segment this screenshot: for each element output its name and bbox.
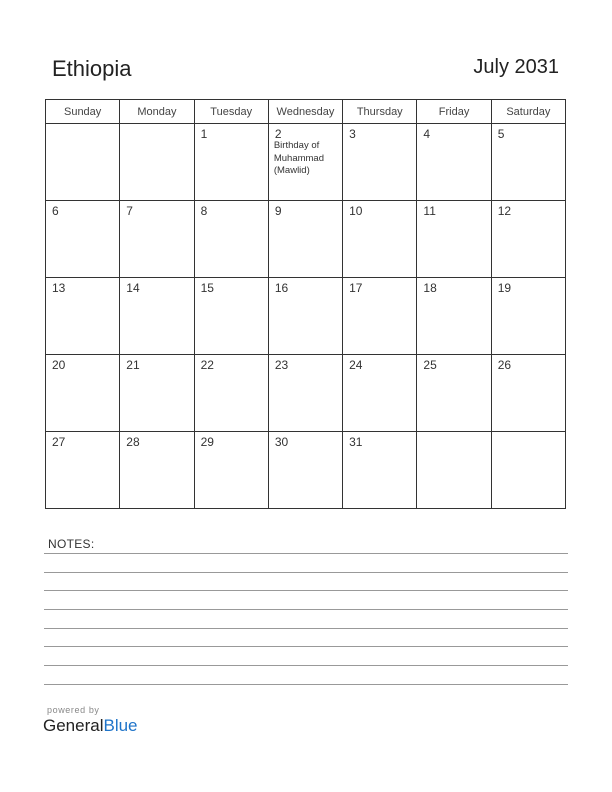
day-cell <box>417 201 491 278</box>
weekday-header: Friday <box>417 100 491 124</box>
day-number: 31 <box>349 435 363 449</box>
day-number: 26 <box>497 358 512 372</box>
notes-line <box>44 684 568 685</box>
day-number: 21 <box>126 358 140 372</box>
day-cell <box>194 201 268 278</box>
day-cell <box>268 124 342 201</box>
day-number: 28 <box>126 435 140 449</box>
holiday-event: Birthday of Muhammad (Mawlid) <box>273 140 325 176</box>
day-number: 7 <box>126 204 133 218</box>
day-number: 8 <box>200 204 208 218</box>
day-cell <box>268 201 342 278</box>
day-cell <box>417 355 491 432</box>
notes-line <box>44 590 568 591</box>
day-number: 13 <box>52 281 66 295</box>
day-cell <box>343 355 417 432</box>
day-number: 19 <box>497 281 512 295</box>
weekday-header: Thursday <box>343 100 417 124</box>
day-number: 4 <box>423 127 431 141</box>
day-number: 10 <box>349 204 363 218</box>
day-cell <box>120 124 194 201</box>
weekday-header: Saturday <box>491 100 565 124</box>
day-number: 22 <box>200 358 214 372</box>
day-number: 18 <box>423 281 437 295</box>
day-cell <box>417 278 491 355</box>
day-cell <box>417 432 491 509</box>
day-cell <box>46 201 120 278</box>
notes-line <box>44 572 568 573</box>
day-cell <box>194 124 268 201</box>
weekday-header: Wednesday <box>268 100 342 124</box>
day-number: 16 <box>274 281 289 295</box>
day-cell <box>343 432 417 509</box>
notes-line <box>44 646 568 647</box>
day-number: 25 <box>423 358 437 372</box>
week-row <box>46 355 566 432</box>
weekday-header: Tuesday <box>194 100 268 124</box>
week-row <box>46 124 566 201</box>
week-row <box>46 278 566 355</box>
day-cell <box>268 355 342 432</box>
day-number: 27 <box>52 435 66 449</box>
notes-line <box>44 609 568 610</box>
day-number: 2 <box>274 127 282 141</box>
notes-label: NOTES: <box>48 537 95 551</box>
weekday-header: Sunday <box>46 100 120 124</box>
day-cell <box>120 355 194 432</box>
day-number: 11 <box>423 204 436 218</box>
day-cell <box>491 355 565 432</box>
day-cell <box>194 278 268 355</box>
logo-text-general: General <box>43 716 104 735</box>
day-cell <box>194 432 268 509</box>
day-cell <box>46 355 120 432</box>
day-cell <box>491 278 565 355</box>
day-cell <box>194 355 268 432</box>
day-cell <box>343 201 417 278</box>
generalblue-logo <box>43 716 138 736</box>
day-cell <box>491 432 565 509</box>
day-number: 14 <box>126 281 140 295</box>
day-number: 20 <box>52 358 66 372</box>
day-number: 17 <box>349 281 363 295</box>
day-cell <box>343 124 417 201</box>
day-cell <box>46 124 120 201</box>
day-cell <box>343 278 417 355</box>
powered-by-text: powered by <box>47 705 100 715</box>
day-number: 3 <box>349 127 356 141</box>
day-cell <box>120 201 194 278</box>
notes-line <box>44 665 568 666</box>
day-cell <box>491 201 565 278</box>
day-number: 9 <box>274 204 282 218</box>
day-cell <box>268 432 342 509</box>
day-cell <box>120 432 194 509</box>
weekday-header: Monday <box>120 100 194 124</box>
day-cell <box>46 278 120 355</box>
day-number: 1 <box>200 127 208 141</box>
day-number: 24 <box>349 358 363 372</box>
day-cell <box>491 124 565 201</box>
weekday-header-row <box>46 100 566 124</box>
day-number: 29 <box>200 435 214 449</box>
calendar-country-title: Ethiopia <box>52 56 132 81</box>
day-cell <box>417 124 491 201</box>
day-cell <box>120 278 194 355</box>
day-cell <box>268 278 342 355</box>
notes-line <box>44 628 568 629</box>
day-number: 12 <box>497 204 512 218</box>
day-number: 5 <box>497 127 505 141</box>
day-number: 15 <box>200 281 214 295</box>
day-number: 23 <box>274 358 289 372</box>
day-number: 30 <box>274 435 289 449</box>
notes-line <box>44 553 568 554</box>
week-row <box>46 432 566 509</box>
calendar-grid <box>45 99 566 509</box>
logo-text-blue: Blue <box>103 716 138 735</box>
day-number: 6 <box>52 204 59 218</box>
calendar-month-title: July 2031 <box>473 56 559 78</box>
day-cell <box>46 432 120 509</box>
week-row <box>46 201 566 278</box>
